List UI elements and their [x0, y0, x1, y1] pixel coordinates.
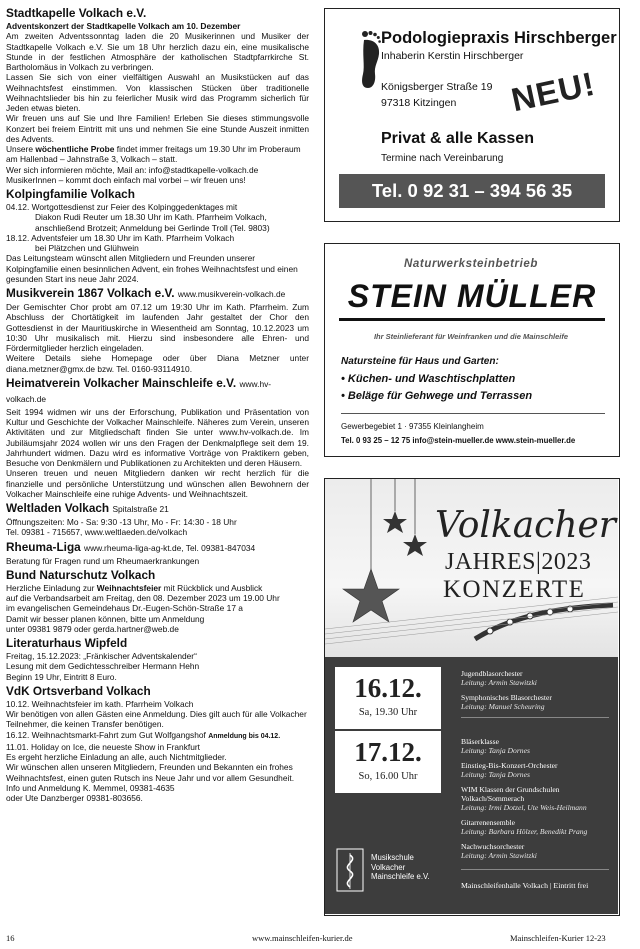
- podologie-city: 97318 Kitzingen: [381, 97, 457, 109]
- stadtkapelle-p2: Lassen Sie sich von einer vielfältigen Auswahl an Musikstücken auf das Weihnachtsfest einstimmen. Von klassischen Stücken über traditionelle Weihnachtslieder bis hin zu feierlicher Musik wird das Programm sicherlich für Jeden etwas bieten.: [6, 72, 309, 113]
- podologie-street: Königsberger Straße 19: [381, 81, 493, 93]
- section-heimatverein: [6, 376, 309, 499]
- date-2: 17.12.: [354, 737, 422, 767]
- podologie-privat: Privat & alle Kassen: [381, 130, 534, 147]
- ensemble-4: Einstieg-Bis-Konzert-Orchester Leitung: Tanja Dornes: [461, 761, 558, 779]
- konzerte-venue: Mainschleifenhalle Volkach | Eintritt frei: [461, 881, 589, 890]
- kolping-p: Das Leitungsteam wünscht allen Mitgliedern und Freunden unserer Kolpingfamilie einen besinnlichen Advent, ein frohes Weihnachtsfest und einen gesunden Start ins neue Jahr 2024.: [6, 253, 298, 284]
- footprint-icon: [361, 30, 381, 90]
- musikschule-name: Musikschule Volkacher Mainschleife e.V.: [371, 853, 430, 881]
- literatur-title: Literaturhaus Wipfeld: [6, 636, 128, 650]
- section-rheuma: [6, 540, 309, 566]
- kolping-line: 04.12. Wortgottesdienst zur Feier des Kolpinggedenktages mit: [6, 202, 238, 212]
- stein-contact: Tel. 0 93 25 – 12 75 info@stein-mueller.de www.stein-mueller.de: [341, 436, 576, 445]
- bund-line: Herzliche Einladung zur Weihnachtsfeier mit Rückblick und Ausblick: [6, 582, 263, 593]
- musikverein-url[interactable]: www.musikverein-volkach.de: [177, 289, 286, 299]
- literatur-line: Freitag, 15.12.2023: „Fränkischer Adventskalender“: [6, 651, 197, 661]
- vdk-line: Wir benötigen von allen Gästen eine Anmeldung. Dies gilt auch für alle Volkacher Teilnehmer, die keinen Transfer benötigen.: [6, 709, 307, 730]
- podologie-address: [381, 79, 492, 111]
- stein-heading: Natursteine für Haus und Garten:: [341, 356, 499, 367]
- stein-name: STEIN MÜLLER: [347, 278, 597, 314]
- bund-line: auf die Verbandsarbeit am Freitag, den 08. Dezember 2023 um 19.00 Uhr: [6, 593, 280, 603]
- musikverein-p: Der Gemischter Chor probt am 07.12 um 19:30 Uhr im Kath. Pfarrheim. Zum Abschluss der Chortätigkeit im laufenden Jahr gestaltet der Chor den Gottesdienst in der Mauritiuskirche in Wiesentheid am Sonntag, 10.12.2023 um 10:30 Uhr musikalisch mit. Hierzu sind insbesondere alle Ehren- und Fördermitglieder herzlich eingeladen.: [6, 302, 309, 353]
- ad-stein-mueller: [324, 243, 620, 457]
- kolping-title: Kolpingfamilie Volkach: [6, 187, 135, 201]
- program-divider: [461, 869, 609, 870]
- time-2: So, 16.00 Uhr: [358, 771, 418, 782]
- rheuma-line: Beratung für Fragen rund um Rheumaerkrankungen: [6, 555, 200, 566]
- literatur-line: Lesung mit dem Gedichtesschreiber Hermann Hehn: [6, 661, 200, 672]
- date-box-1: [335, 667, 441, 729]
- vdk-title: VdK Ortsverband Volkach: [6, 683, 151, 698]
- podologie-phone: Tel. 0 92 31 – 394 56 35: [339, 174, 605, 208]
- weltladen-title: Weltladen Volkach Spitalstraße 21: [6, 501, 169, 515]
- ensemble-6: Gitarrenensemble Leitung: Barbara Hölzer, Benedikt Prang: [461, 818, 588, 836]
- konzerte-script-title: Volkacher: [435, 505, 617, 546]
- vdk-line: 10.12. Weihnachtsfeier im kath. Pfarrheim Volkach: [6, 698, 194, 709]
- podologie-title: Podologiepraxis Hirschberger: [381, 29, 617, 47]
- vdk-line: oder Ute Danzberger 09381-803656.: [6, 793, 143, 803]
- stadtkapelle-p6: MusikerInnen – kommt doch einfach mal vorbei – wir freuen uns!: [6, 174, 246, 185]
- section-literatur: [6, 636, 309, 682]
- heimat-p: Seit 1994 widmen wir uns der Erforschung, Publikation und Präsentation von Kultur und Geschichte der Volkacher Mainschleife. Näheres zum Verein, unseren Aktivitäten und zur Mitgliedschaft finden Sie unter www.hv-volkach.de. Im Jubiläumsjahr 2024 wollen wir uns den Fragen der Denkmalpflege seit dem 19. Jahrhundert widmen. Dazu wird es informative Vorträge von Praktikern geben, Besuche von Denkmälern und Publikationen zu Architekten und deren Häusern.: [6, 406, 309, 468]
- ad-podologie: [324, 8, 620, 222]
- date-1: 16.12.: [354, 673, 422, 703]
- ensemble-3: Bläserklasse Leitung: Tanja Dornes: [461, 737, 530, 755]
- vdk-line: 16.12. Weihnachtsmarkt-Fahrt zum Gut Wolfgangshof Anmeldung bis 04.12.: [6, 729, 281, 740]
- stein-logo: [339, 274, 605, 326]
- kolping-line: bei Plätzchen und Glühwein: [35, 243, 139, 253]
- podologie-termine: Termine nach Vereinbarung: [381, 153, 504, 164]
- konzerte-program: [325, 657, 618, 914]
- bund-line: Damit wir besser planen können, bitte um Anmeldung: [6, 613, 205, 624]
- section-musikverein: [6, 286, 309, 374]
- weltladen-addr: Spitalstraße 21: [112, 504, 169, 514]
- heimat-title: Heimatverein Volkacher Mainschleife e.V. www.hv-volkach.de: [6, 375, 272, 404]
- section-bund: [6, 568, 309, 634]
- musikverein-p2: Weitere Details siehe Homepage oder über Diana Metzner unter diana.metzner@gmx.de bzw. Tel. 0160-93114910.: [6, 353, 309, 374]
- program-divider: [461, 717, 609, 718]
- bund-line: unter 09381 9879 oder gerda.hartner@web.de: [6, 623, 179, 634]
- new-badge: NEU!: [507, 64, 599, 119]
- weltladen-hours: Öffnungszeiten: Mo - Sa: 9:30 -13 Uhr, Mo - Fr: 14:30 - 18 Uhr: [6, 517, 237, 527]
- stein-tagline: Ihr Steinlieferant für Weinfranken und die Mainschleife: [373, 332, 569, 341]
- stadtkapelle-p1: Am zweiten Adventssonntag laden die 20 Musikerinnen und Musiker der Stadtkapelle Volkach e.V. Sie um 18 Uhr herzlich dazu ein, eine musikalische Stunde in der festlichen Atmosphäre der katholischen Stadtpfarrkirche St. Bartholomäus in Volkach zu verbringen.: [6, 31, 309, 72]
- vdk-line: 11.01. Holiday on Ice, die neueste Show in Frankfurt: [6, 741, 200, 752]
- ensemble-7: Nachwuchsorchester Leitung: Armin Stawitzki: [461, 842, 537, 860]
- footer-issue: Mainschleifen-Kurier 12-23: [510, 933, 606, 943]
- ensemble-1: Jugendblasorchester Leitung: Armin Stawitzki: [461, 669, 537, 687]
- bund-title: Bund Naturschutz Volkach: [6, 567, 156, 582]
- stein-kicker: Naturwerksteinbetrieb: [403, 258, 539, 270]
- section-weltladen: [6, 501, 309, 538]
- rheuma-info: www.rheuma-liga-ag-kt.de, Tel. 09381-847034: [84, 542, 256, 553]
- podologie-owner: Inhaberin Kerstin Hirschberger: [381, 50, 524, 62]
- stadtkapelle-p3: Wir freuen uns auf Sie und Ihre Familien! Erleben Sie dieses stimmungsvolle Konzert bei freiem Eintritt mit uns und nehmen Sie eine Stunde Auszeit inmitten des Advents.: [6, 113, 309, 144]
- konzerte-header: [325, 479, 618, 657]
- stein-address: Gewerbegebiet 1 · 97355 Kleinlangheim: [341, 422, 484, 431]
- kolping-line: anschließend Brotzeit; Anmeldung bei Gerlinde Troll (Tel. 9803): [35, 222, 270, 233]
- konzerte-jahres: JAHRES|2023: [445, 549, 592, 575]
- page-number: 16: [6, 933, 15, 943]
- literatur-line: Beginn 19 Uhr, Eintritt 8 Euro.: [6, 671, 117, 682]
- stadtkapelle-title: Stadtkapelle Volkach e.V.: [6, 6, 147, 20]
- konzerte-title: KONZERTE: [443, 576, 586, 603]
- section-kolping: [6, 187, 309, 284]
- kolping-line: 18.12. Adventsfeier um 18.30 Uhr im Kath. Pfarrheim Volkach: [6, 232, 235, 243]
- rheuma-title: Rheuma-Liga www.rheuma-liga-ag-kt.de, Tel. 09381-847034: [6, 539, 256, 554]
- section-stadtkapelle: [6, 6, 309, 185]
- stadtkapelle-p5: Wer sich informieren möchte, Mail an: info@stadtkapelle-volkach.de: [6, 164, 259, 175]
- bund-line: im evangelischen Gemeindehaus Dr.-Eugen-Schön-Straße 17 a: [6, 603, 243, 614]
- stadtkapelle-p4: Unsere wöchentliche Probe findet immer freitags um 19.30 Uhr im Proberaum am Hallenbad – Jahnstraße 3, Volkach – statt.: [6, 144, 301, 165]
- vdk-line: Es ergeht herzliche Einladung an alle, auch Nichtmitglieder.: [6, 752, 227, 762]
- heimat-p2: Unseren treuen und neuen Mitgliedern danken wir recht herzlich für die finanzielle und persönliche Unterstützung und wünschen allen Bewohnern der Volkacher Mainschleife eine ruhige Advents- und Weihnachtszeit.: [6, 468, 309, 499]
- stein-bullet: • Küchen- und Waschtischplatten: [341, 373, 516, 385]
- left-column: [6, 6, 309, 805]
- footer-url[interactable]: www.mainschleifen-kurier.de: [252, 933, 353, 943]
- weltladen-contact: Tel. 09381 - 715657, www.weltlaeden.de/volkach: [6, 527, 188, 538]
- date-box-2: [335, 731, 441, 793]
- ensemble-2: Symphonisches Blasorchester Leitung: Manuel Scheuring: [461, 693, 552, 711]
- stein-divider: [341, 413, 605, 414]
- musikverein-title: Musikverein 1867 Volkach e.V. www.musikverein-volkach.de: [6, 286, 286, 300]
- time-1: Sa, 19.30 Uhr: [358, 707, 418, 718]
- stein-bullet: • Beläge für Gehwege und Terrassen: [341, 390, 533, 402]
- ensemble-5: WIM Klassen der Grundschulen Volkach/Sommerach Leitung: Irmi Dotzel, Ute Weis-Heilmann: [461, 785, 587, 812]
- musikschule-logo-icon: [335, 847, 365, 893]
- ad-jahreskonzerte: [324, 478, 620, 916]
- stein-underline: [339, 318, 605, 321]
- vdk-line: Wir wünschen allen unseren Mitgliedern, Freunden und Bekannten ein frohes Weihnachtsfest, einen guten Rutsch ins Neue Jahr und vor allem Gesundheit.: [6, 762, 295, 783]
- stadtkapelle-subtitle: Adventskonzert der Stadtkapelle Volkach am 10. Dezember: [6, 21, 241, 31]
- vdk-line: Info und Anmeldung K. Memmel, 09381-4635: [6, 782, 175, 793]
- kolping-line: Diakon Rudi Reuter um 18.30 Uhr im Kath. Pfarrheim Volkach,: [35, 212, 267, 223]
- heimat-url[interactable]: www.hv-volkach.de: [6, 378, 272, 404]
- section-vdk: [6, 684, 309, 804]
